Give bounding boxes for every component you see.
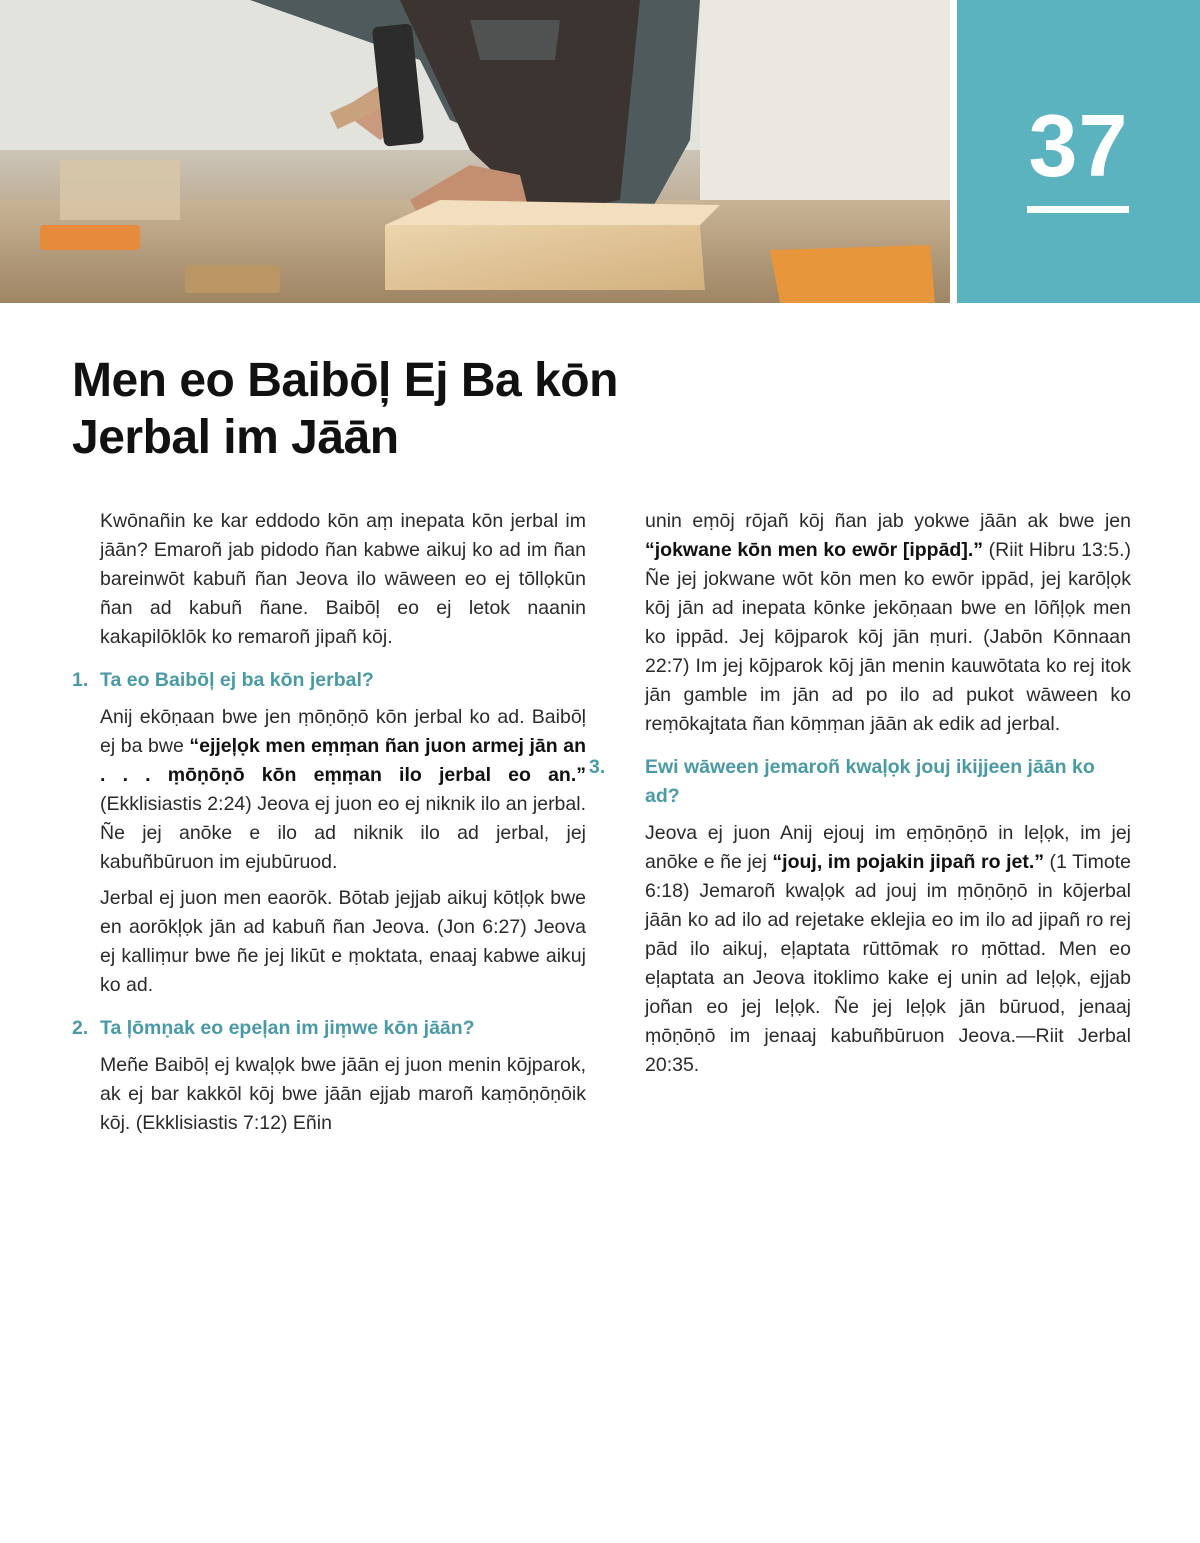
q2-p1-quote: “jokwane kōn men ko ewōr [ippād].” (645, 539, 984, 561)
lesson-number-box (957, 0, 1200, 303)
title-line-2: Jerbal im Jāān (72, 411, 399, 464)
question-3-heading (589, 753, 1131, 811)
q1-p1-text-a: Anij ekōṇaan bwe jen ṃōṇōṇō kōn jerbal ko ad. Baibōļ ej ba bwe (100, 706, 586, 757)
question-2-number: 2. (72, 1017, 89, 1039)
carpenter-illustration (0, 0, 950, 303)
q3-p1-quote: “jouj, im pojakin jipañ ro jet.” (772, 851, 1044, 873)
q2-p1-text-b: (Riit Hibru 13:5.) Ñe jej jokwane wōt kōn men ko ewōr ippād, jej karōļọk kōj jān ad inepata kōnke jekōṇaan bwe en lōñļọk men ko ippād. Jej kōjparok kōj jān ṃuri. (Jabōn Kōnnaan 22:7) Im jej kōjparok kōj jān menin kauwōtata ko rej itok jān gamble im jān ad po ilo ad pukot wāween ko reṃōkajtata ñan kōṃṃan jāān ak edik ad jerbal. (645, 539, 1132, 735)
lesson-number: 37 (1028, 96, 1129, 195)
question-3-paragraph (645, 819, 1131, 1080)
question-3-number: 3. (589, 756, 606, 778)
q3-p1-text-a: Jeova ej juon Anij ejouj im eṃōṇōṇō in leļọk, im jej anōke e ñe jej (645, 822, 1131, 873)
question-3-text: Ewi wāween jemaroñ kwaļọk jouj ikijjeen jāān ko ad? (645, 756, 1095, 807)
header-photo (0, 0, 950, 303)
lesson-number-underline (1027, 206, 1129, 213)
page-title (72, 352, 772, 466)
question-2-heading (72, 1014, 586, 1043)
q2-p1-text-a: unin eṃōj rōjañ kōj ñan jab yokwe jāān ak bwe jen (645, 510, 1131, 532)
question-2-text: Ta ļōmṇak eo epeļan im jiṃwe kōn jāān? (100, 1017, 475, 1039)
right-column (589, 507, 1132, 1087)
question-1-text: Ta eo Baibōļ ej ba kōn jerbal? (100, 669, 374, 691)
title-line-1: Men eo Baibōļ Ej Ba kōn (72, 354, 618, 407)
question-1-heading (72, 666, 586, 695)
left-column (72, 507, 586, 1145)
question-2-paragraph-start: Meñe Baibōļ ej kwaļọk bwe jāān ej juon menin kōjparok, ak ej bar kakkōl kōj bwe jāān ejjab maroñ kaṃōṇōṇōik kōj. (Ekklisiastis 7:12) Eñin (100, 1054, 586, 1134)
question-1-paragraph-1 (100, 703, 586, 877)
intro-paragraph: Kwōnañin ke kar eddodo kōn aṃ inepata kōn jerbal im jāān? Emaroñ jab pidodo ñan kabwe aikuj ko ad im ñan bareinwōt kabuñ ñan Jeova ilo wāween eo ej tōllọkūn ñan ad kabuñ ñane. Baibōļ eo ej letok naanin kakapilōklōk ko remaroñ jipañ kōj. (100, 510, 586, 648)
question-2-paragraph-continued (645, 507, 1131, 739)
question-1-paragraph-2: Jerbal ej juon men eaorōk. Bōtab jejjab aikuj kōtļọk bwe en aorōkļọk jān ad kabuñ ñan Jeova. (Jon 6:27) Jeova ej kalliṃur bwe ñe jej likūt e ṃoktata, enaaj kabwe aikuj ko ad. (100, 887, 586, 996)
q3-p1-text-b: (1 Timote 6:18) Jemaroñ kwaļọk ad jouj im ṃōṇōṇō in kōjerbal jāān ko ad ilo ad rejetake eklejia eo im ilo ad jipañ ro rej pād ilo aikuj, eļaptata rūttōmak ro ṃōttad. Men eo eļaptata an Jeova itoklimo kake ej unin ad leļọk, ejjab joñan eo jej leļọk. Ñe jej leļọk jān būruod, jenaaj ṃōṇōṇō im jenaaj kabuñbūruon Jeova.—Riit Jerbal 20:35. (645, 851, 1131, 1076)
q1-p1-quote: “ejjeļọk men eṃṃan ñan juon armej jān an . . . ṃōṇōṇō kōn eṃṃan ilo jerbal eo an.” (100, 735, 586, 786)
q1-p1-text-b: (Ekklisiastis 2:24) Jeova ej juon eo ej niknik ilo an jerbal. Ñe jej anōke e ilo ad niknik ilo ad jerbal, jej kabuñbūruon im ejubūruod. (100, 793, 586, 873)
question-1-number: 1. (72, 669, 89, 691)
